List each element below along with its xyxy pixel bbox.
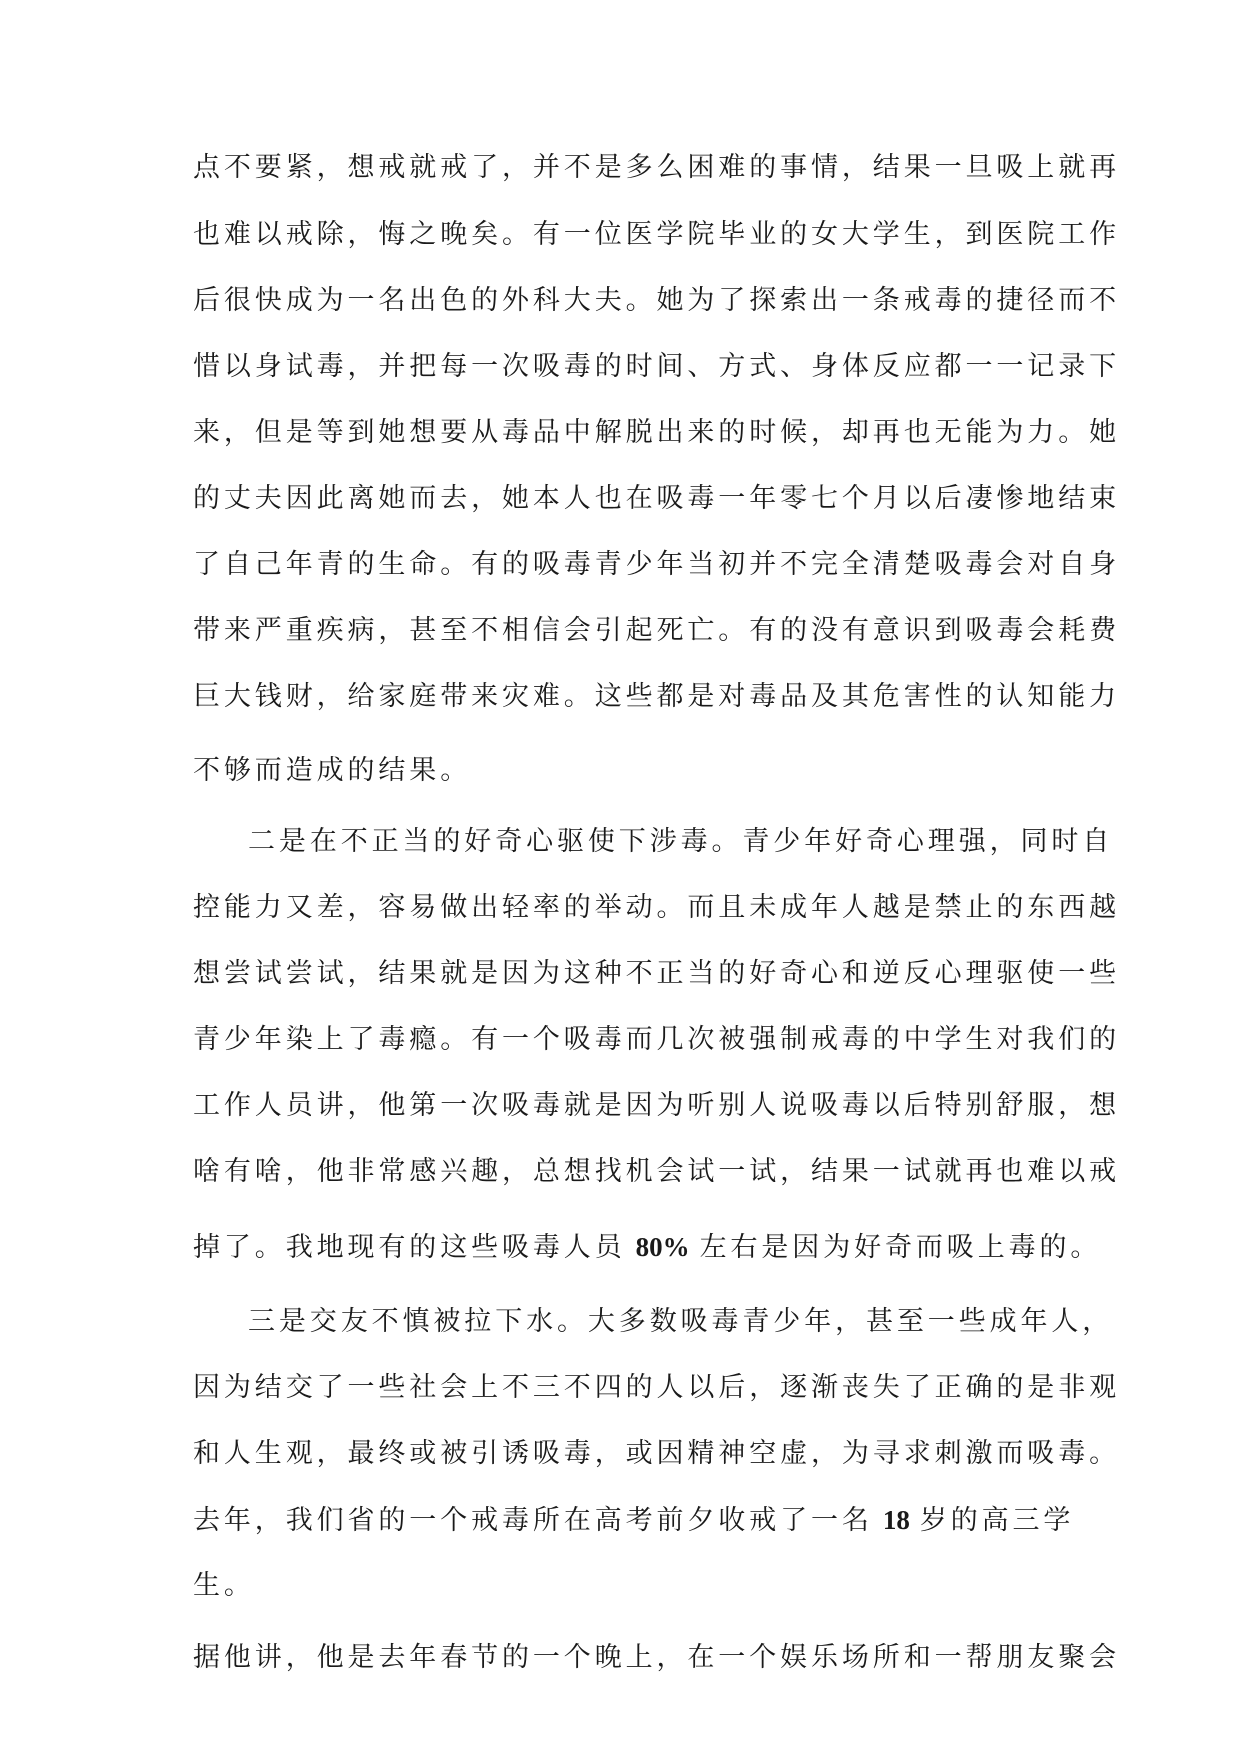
paragraph-3-line-4 xyxy=(193,1503,1073,1538)
text-segment: 去年，我们省的一个戒毒所在高考前夕收戒了一名 xyxy=(193,1505,873,1536)
text-segment: 岁的高三学 xyxy=(919,1505,1075,1536)
paragraph-3-line-2: 因为结交了一些社会上不三不四的人以后，逐渐丧失了正确的是非观 xyxy=(193,1372,1120,1403)
paragraph-1-line-10: 不够而造成的结果。 xyxy=(193,755,472,786)
paragraph-2-line-1: 二是在不正当的好奇心驱使下涉毒。青少年好奇心理强，同时自 xyxy=(248,826,1114,857)
paragraph-3-line-5: 生。 xyxy=(193,1570,255,1601)
paragraph-2-line-5: 工作人员讲，他第一次吸毒就是因为听别人说吸毒以后特别舒服，想 xyxy=(193,1090,1120,1121)
paragraph-2-line-6: 啥有啥，他非常感兴趣，总想找机会试一试，结果一试就再也难以戒 xyxy=(193,1156,1120,1187)
paragraph-4-line-1: 据他讲，他是去年春节的一个晚上，在一个娱乐场所和一帮朋友聚会 xyxy=(193,1642,1120,1673)
paragraph-2-line-7 xyxy=(193,1230,1102,1265)
paragraph-1-line-7: 了自己年青的生命。有的吸毒青少年当初并不完全清楚吸毒会对自身 xyxy=(193,549,1120,580)
paragraph-2-line-3: 想尝试尝试，结果就是因为这种不正当的好奇心和逆反心理驱使一些 xyxy=(193,958,1120,989)
paragraph-3-line-3: 和人生观，最终或被引诱吸毒，或因精神空虚，为寻求刺激而吸毒。 xyxy=(193,1438,1120,1469)
paragraph-1-line-8: 带来严重疾病，甚至不相信会引起死亡。有的没有意识到吸毒会耗费 xyxy=(193,615,1120,646)
paragraph-1-line-6: 的丈夫因此离她而去，她本人也在吸毒一年零七个月以后凄惨地结束 xyxy=(193,483,1120,514)
paragraph-3-line-1: 三是交友不慎被拉下水。大多数吸毒青少年，甚至一些成年人， xyxy=(248,1306,1114,1337)
paragraph-1-line-3: 后很快成为一名出色的外科大夫。她为了探索出一条戒毒的捷径而不 xyxy=(193,285,1120,316)
age-value: 18 xyxy=(882,1505,910,1535)
text-segment: 掉了。我地现有的这些吸毒人员 xyxy=(193,1232,626,1263)
paragraph-1-line-9: 巨大钱财，给家庭带来灾难。这些都是对毒品及其危害性的认知能力 xyxy=(193,681,1120,712)
paragraph-1-line-4: 惜以身试毒，并把每一次吸毒的时间、方式、身体反应都一一记录下 xyxy=(193,351,1120,382)
paragraph-1-line-5: 来，但是等到她想要从毒品中解脱出来的时候，却再也无能为力。她 xyxy=(193,417,1120,448)
paragraph-1-line-2: 也难以戒除，悔之晚矣。有一位医学院毕业的女大学生，到医院工作 xyxy=(193,219,1120,250)
text-segment: 左右是因为好奇而吸上毒的。 xyxy=(699,1232,1102,1263)
paragraph-2-line-4: 青少年染上了毒瘾。有一个吸毒而几次被强制戒毒的中学生对我们的 xyxy=(193,1024,1120,1055)
paragraph-1-line-1: 点不要紧，想戒就戒了，并不是多么困难的事情，结果一旦吸上就再 xyxy=(193,152,1120,183)
paragraph-2-line-2: 控能力又差，容易做出轻率的举动。而且未成年人越是禁止的东西越 xyxy=(193,892,1120,923)
percent-value: 80% xyxy=(635,1232,690,1262)
